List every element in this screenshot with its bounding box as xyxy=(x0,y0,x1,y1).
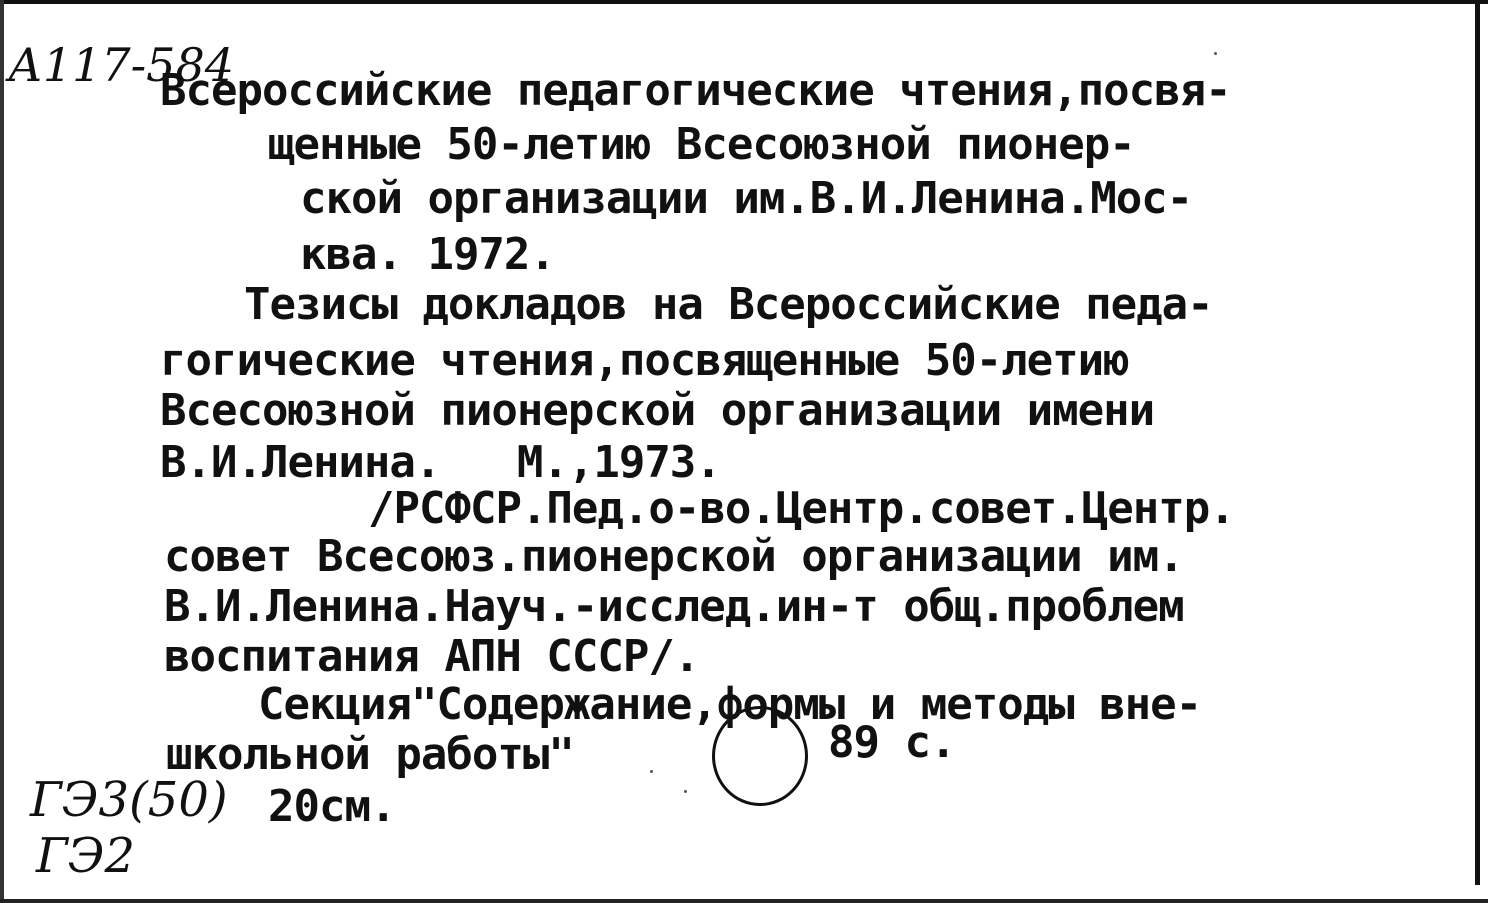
section-line-2: школьной работы" xyxy=(166,729,574,780)
card-top-edge xyxy=(0,0,1488,4)
section-line-1: Секция"Содержание,формы и методы вне- xyxy=(258,679,1202,730)
library-stamp-circle xyxy=(712,706,808,806)
body-line-1: Тезисы докладов на Всероссийские педа- xyxy=(244,279,1213,330)
body-line-3: Всесоюзной пионерской организации имени xyxy=(160,385,1155,436)
org-line-1: /РСФСР.Пед.о-во.Центр.совет.Центр. xyxy=(368,483,1235,534)
call-number: А117-584 xyxy=(8,38,234,92)
shelf-mark-1: ГЭ3(50) xyxy=(30,772,228,828)
org-line-2: совет Всесоюз.пионерской организации им. xyxy=(164,531,1184,582)
card-bottom-edge xyxy=(0,899,1488,903)
title-line-3: ской организации им.В.И.Ленина.Мос- xyxy=(300,173,1193,224)
card-right-edge xyxy=(1475,0,1480,885)
speck xyxy=(1214,52,1217,55)
title-line-2: щенные 50-летию Всесоюзной пионер- xyxy=(268,119,1135,170)
body-line-2: гогические чтения,посвященные 50-летию xyxy=(160,335,1129,386)
page-count: 89 с. xyxy=(828,717,956,768)
org-line-3: В.И.Ленина.Науч.-исслед.ин-т общ.проблем xyxy=(164,581,1184,632)
title-line-4: ква. 1972. xyxy=(300,229,555,280)
speck xyxy=(650,770,653,773)
card-left-edge xyxy=(0,0,4,903)
shelf-mark-2: ГЭ2 xyxy=(36,828,136,884)
body-line-4: В.И.Ленина. М.,1973. xyxy=(160,437,721,488)
title-line-1: Всероссийские педагогические чтения,посвя- xyxy=(160,65,1231,116)
org-line-4: воспитания АПН СССР/. xyxy=(164,631,700,682)
dimensions: 20см. xyxy=(268,781,396,832)
speck xyxy=(684,790,687,793)
